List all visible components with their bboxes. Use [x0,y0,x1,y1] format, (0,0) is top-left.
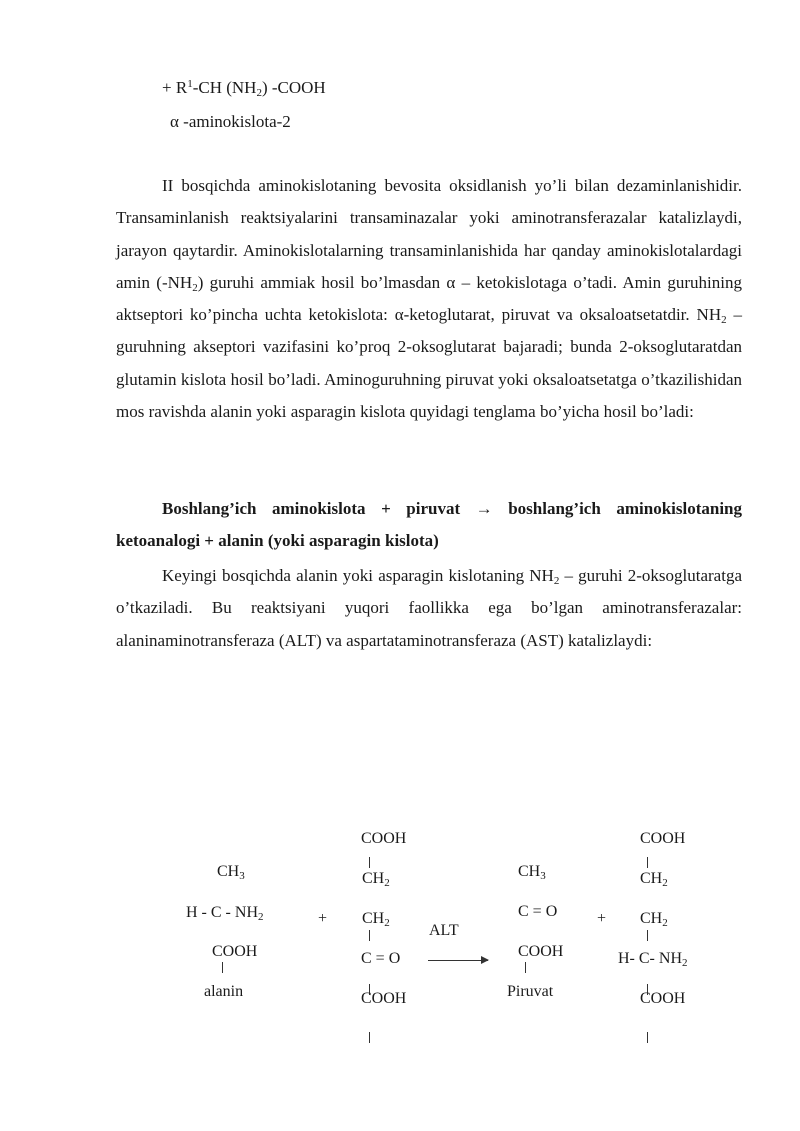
alanine-hc: H - C - $NH_2$ [186,904,264,923]
alanine-label: alanin [204,983,244,1000]
ketoglutarate-cooh-bottom: COOH [361,990,407,1007]
alanine-cooh: COOH [212,943,258,960]
bond-line [369,930,370,941]
reaction-arrow [428,960,488,961]
pyruvate-co: C = O [518,903,558,920]
glutamate-cooh-top: COOH [640,830,686,847]
glutamate-ch2-a: $CH_2$ [640,870,668,889]
formula-name: α -aminokislota-2 [170,112,291,131]
bond-line [222,962,223,973]
ketoglutarate-ch2-a: $CH_2$ [362,870,390,889]
ketoglutarate-co: C = O [361,950,401,967]
formula-line: + $R^1-CH$ $(NH_2)$ -COOH [162,78,326,99]
paragraph-2: Keyingi bosqichda alanin yoki asparagin kislotaning $NH_2$ – guruhi 2-oksoglutaratga o’tkaziladi. Bu reaktsiyani yuqori faollikka ega bo’lgan aminotransferazalar: alaninaminotransferaza (ALT) va aspartataminotransferaza (AST) katalizlaydi: [116,566,742,650]
pyruvate-ch3: $CH_3$ [518,863,546,882]
pyruvate-cooh: COOH [518,943,564,960]
glutamate-hc: H- C- $NH_2$ [618,950,688,969]
plus-sign-2: + [597,910,607,927]
paragraph-1: II bosqichda aminokislotaning bevosita oksidlanish yo’li bilan dezaminlanishidir. Transaminlanish reaktsiyalarini transaminazalar yoki aminotransferazalar katalizlaydi, jarayon qaytardir. Aminokislotalarning transaminlanishida har qanday aminokislotalardagi amin $(-NH_2)$ guruhi ammiak hosil bo’lmasdan α – ketokislotaga o’tadi. Amin guruhining aktseptori ko’pincha uchta ketokislota: α-ketoglutarat, piruvat va oksaloatsetatdir. $NH_2$ – guruhning akseptori vazifasini ko’proq 2-oksoglutarat bajaradi; bunda 2-oksoglutaratdan glutamin kislota hosil bo’ladi. Aminoguruhning piruvat yoki oksaloatsetatga o’tkazilishidan mos ravishda alanin yoki asparagin kislota quyidagi tenglama bo’yicha hosil bo’ladi: [116,176,742,422]
bold-equation: Boshlang’ich aminokislota + piruvat → boshlang’ich aminokislotaning ketoanalogi + alanin (yoki asparagin kislota) [116,499,742,551]
glutamate-cooh-bottom: COOH [640,990,686,1007]
bond-line [647,930,648,941]
glutamate-ch2-b: $CH_2$ [640,910,668,929]
alanine-ch3: $CH_3$ [217,863,245,882]
plus-sign-1: + [318,910,328,927]
pyruvate-label: Piruvat [507,983,554,1000]
bond-line [369,857,370,868]
ketoglutarate-ch2-b: $CH_2$ [362,910,390,929]
enzyme-label: ALT [429,922,459,939]
ketoglutarate-cooh-top: COOH [361,830,407,847]
bond-line [647,857,648,868]
bond-line [647,1032,648,1043]
bond-line [369,1032,370,1043]
bond-line [525,962,526,973]
